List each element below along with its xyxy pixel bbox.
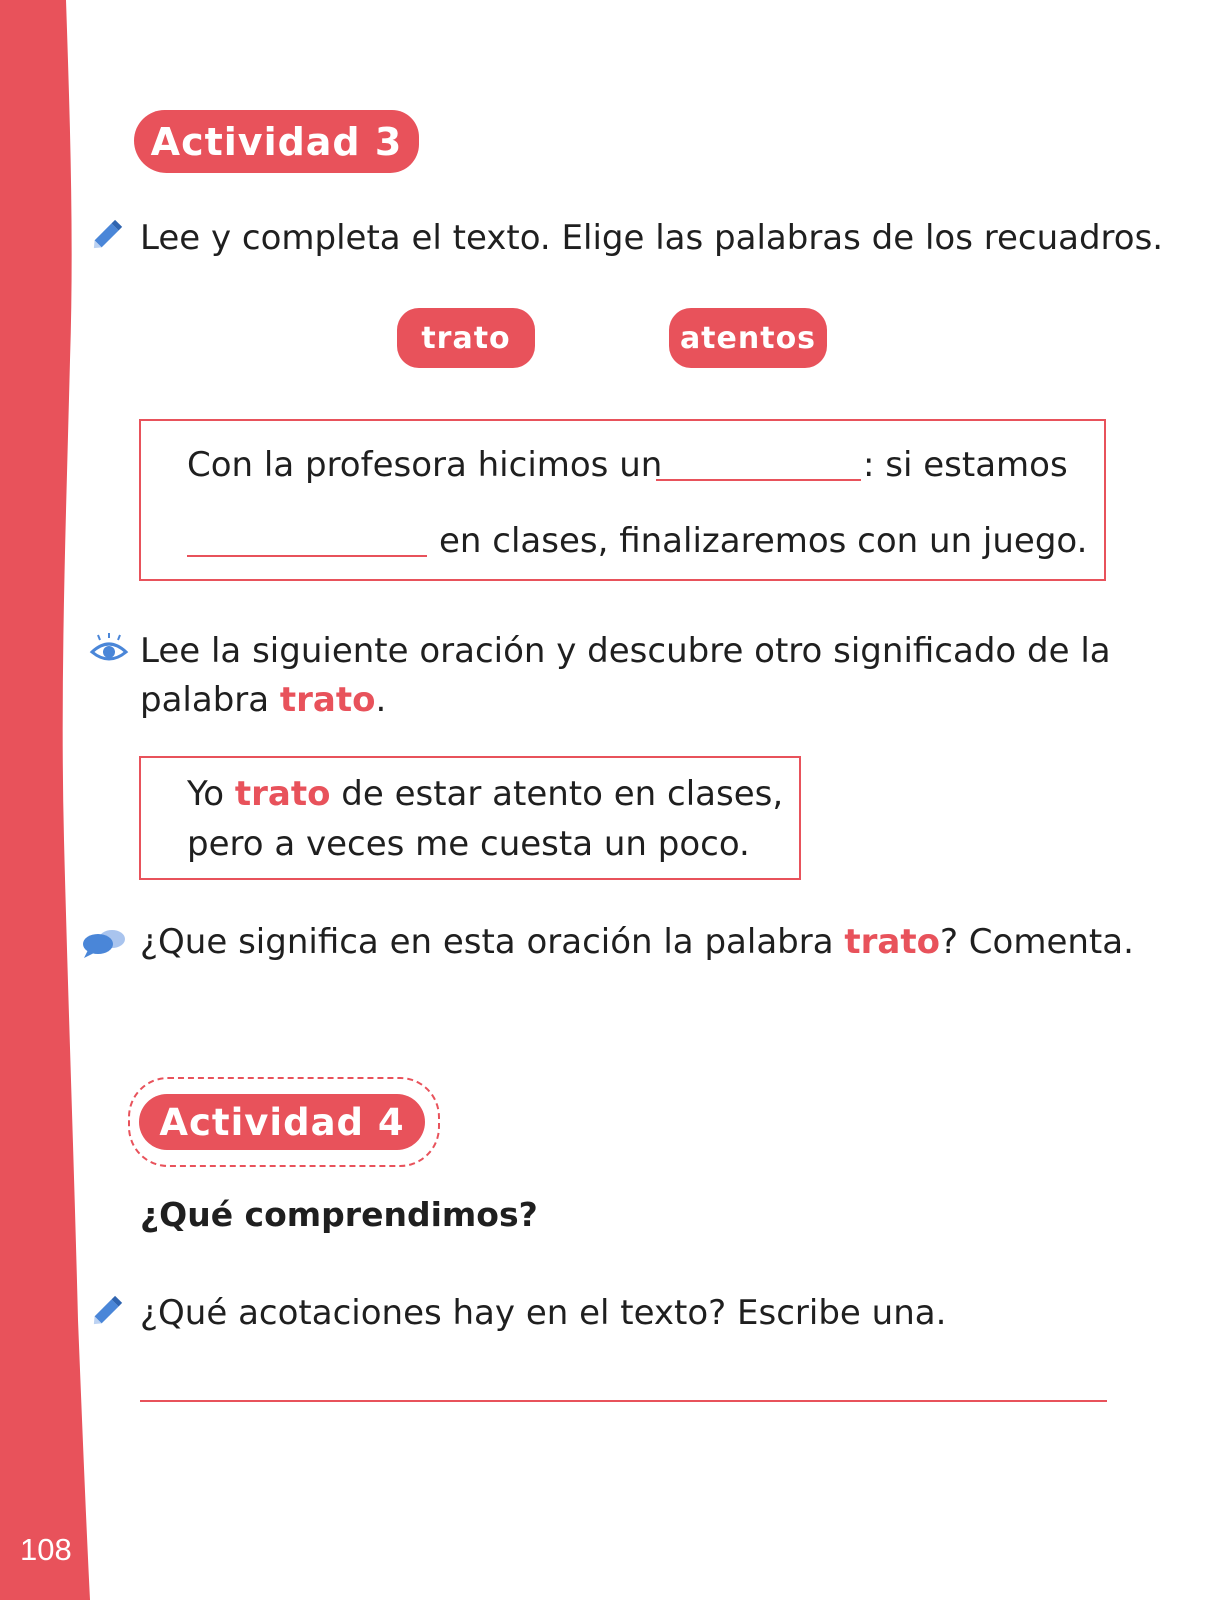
pencil-icon <box>88 214 128 254</box>
side-strip <box>0 0 100 1600</box>
word-option-trato: trato <box>397 308 535 368</box>
blank-1[interactable] <box>656 479 861 481</box>
activity-4-badge: Actividad 4 <box>139 1094 425 1150</box>
instruction-complete-text: Lee y completa el texto. Elige las palabras de los recuadros. <box>140 218 1164 258</box>
speech-bubbles-icon <box>80 926 130 960</box>
activity-3-badge: Actividad 3 <box>134 110 419 173</box>
example-line1-start: Yo <box>187 774 225 814</box>
question-meaning <box>140 918 1134 967</box>
example-line1 <box>187 774 783 814</box>
keyword-trato: trato <box>844 922 940 962</box>
section-subtitle: ¿Qué comprendimos? <box>140 1195 538 1234</box>
fill-line2-end: en clases, finalizaremos con un juego. <box>439 521 1088 561</box>
eye-icon <box>88 632 130 666</box>
instruction2-line1: Lee la siguiente oración y descubre otro significado de la <box>140 631 1111 671</box>
example-sentence-box <box>139 756 801 880</box>
keyword-trato: trato <box>279 680 376 720</box>
instruction2-line2-start: palabra <box>140 680 270 720</box>
example-line2: pero a veces me cuesta un poco. <box>187 824 750 864</box>
word-option-atentos: atentos <box>669 308 827 368</box>
page-number: 108 <box>20 1532 72 1567</box>
keyword-trato: trato <box>234 774 331 814</box>
fill-line1-start: Con la profesora hicimos un <box>187 445 663 485</box>
instruction-read-sentence <box>140 627 1111 725</box>
fill-in-box <box>139 419 1106 581</box>
question-end: ? Comenta. <box>939 922 1134 962</box>
example-line1-end: de estar atento en clases, <box>341 774 784 814</box>
blank-2[interactable] <box>187 555 427 557</box>
instruction2-period: . <box>375 680 387 720</box>
question-start: ¿Que significa en esta oración la palabra <box>140 922 834 962</box>
answer-line[interactable] <box>140 1400 1107 1402</box>
pencil-icon <box>88 1290 128 1330</box>
fill-line1-end: : si estamos <box>863 445 1068 485</box>
question-stage-directions: ¿Qué acotaciones hay en el texto? Escribe una. <box>140 1293 947 1333</box>
instruction2-line2 <box>140 676 1111 725</box>
